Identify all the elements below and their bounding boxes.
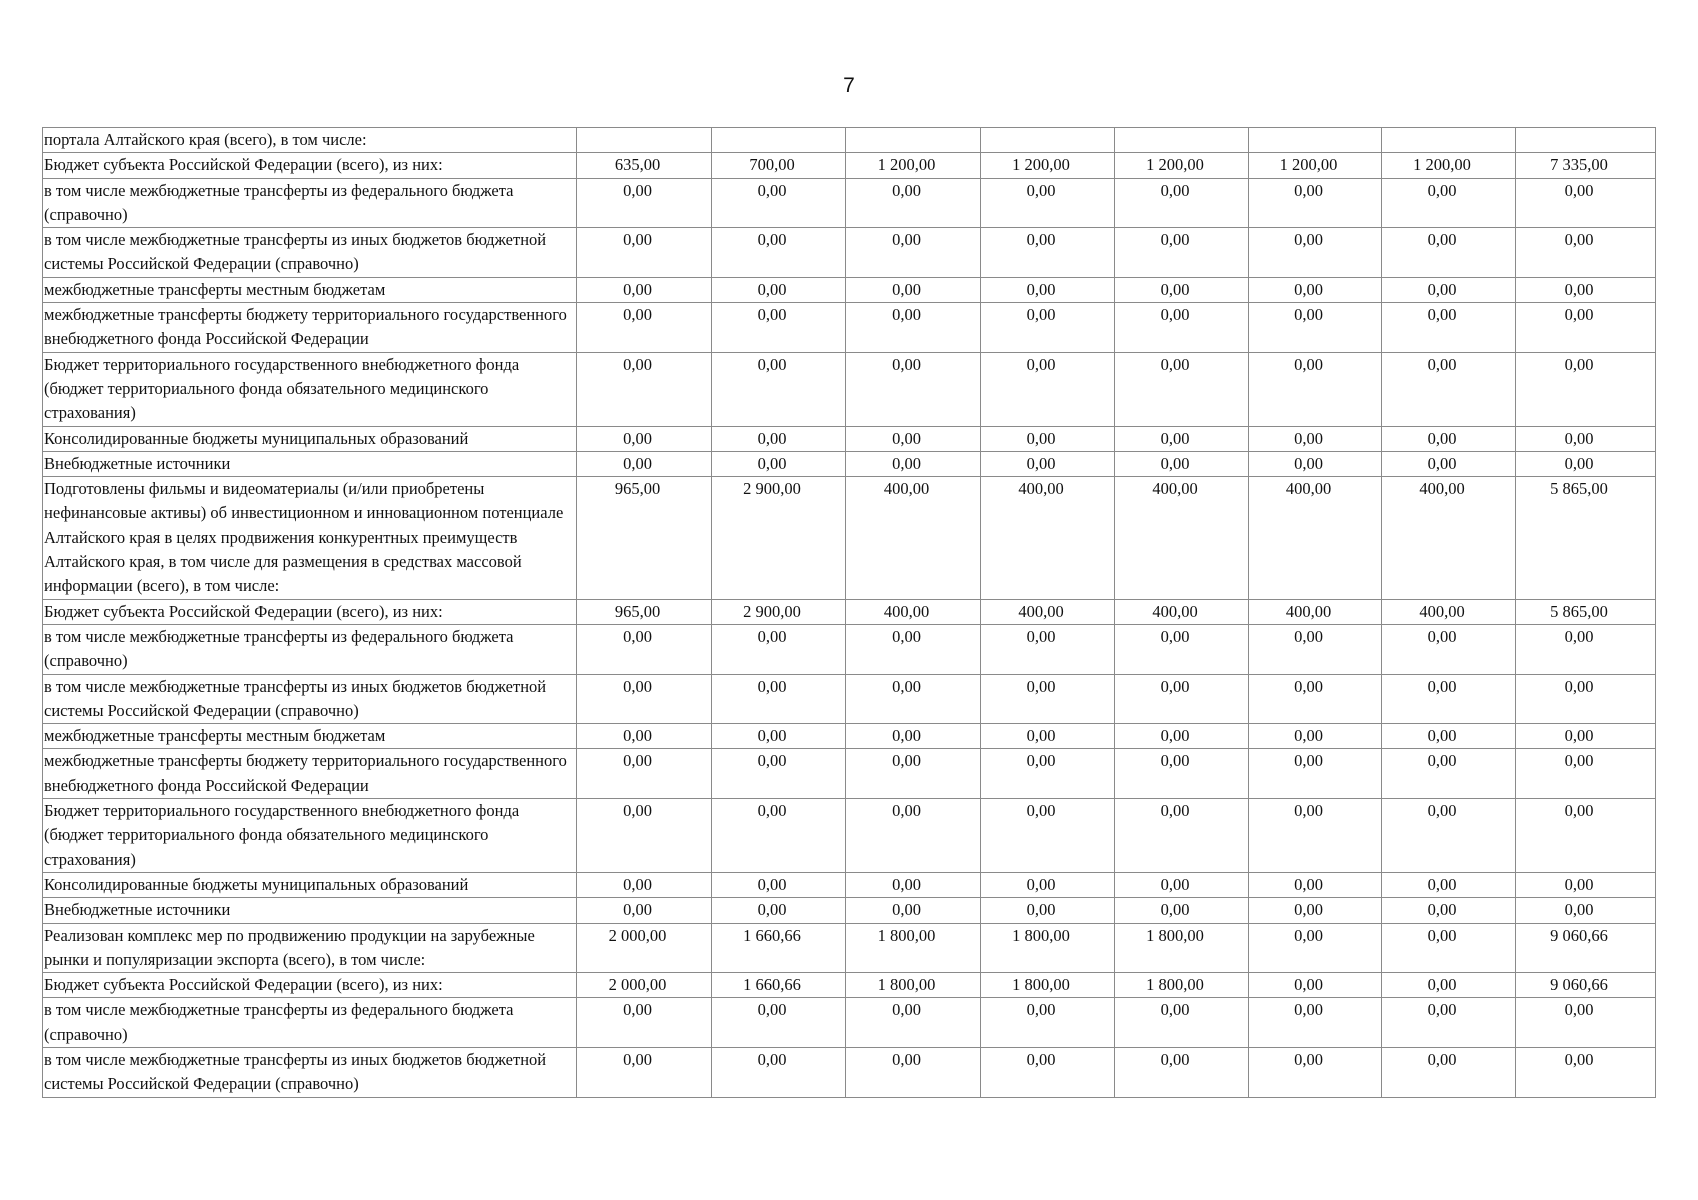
value-cell: 0,00 <box>577 872 712 897</box>
value-cell: 0,00 <box>981 624 1115 674</box>
table-row <box>43 724 1656 749</box>
value-cell: 0,00 <box>1249 674 1382 724</box>
value-cell: 0,00 <box>577 426 712 451</box>
row-label: Внебюджетные источники <box>43 451 577 476</box>
value-cell: 400,00 <box>981 599 1115 624</box>
value-cell: 0,00 <box>846 352 981 426</box>
value-cell <box>1249 128 1382 153</box>
value-cell: 0,00 <box>1115 178 1249 228</box>
value-cell: 0,00 <box>1249 923 1382 973</box>
value-cell: 1 800,00 <box>846 973 981 998</box>
value-cell: 0,00 <box>1115 1047 1249 1097</box>
value-cell: 0,00 <box>1516 277 1656 302</box>
value-cell: 2 000,00 <box>577 973 712 998</box>
value-cell: 7 335,00 <box>1516 153 1656 178</box>
row-label: Подготовлены фильмы и видеоматериалы (и/или приобретены нефинансовые активы) об инвестиционном и инновационном потенциале Алтайского края в целях продвижения конкурентных преимуществ Алтайского края, в том числе для размещения в средствах массовой информации (всего), в том числе: <box>43 477 577 599</box>
value-cell: 0,00 <box>1516 426 1656 451</box>
value-cell: 0,00 <box>1249 799 1382 873</box>
row-label: Консолидированные бюджеты муниципальных образований <box>43 426 577 451</box>
value-cell: 0,00 <box>1382 277 1516 302</box>
value-cell: 0,00 <box>577 674 712 724</box>
value-cell: 0,00 <box>712 724 846 749</box>
table-row <box>43 923 1656 973</box>
value-cell: 0,00 <box>1249 872 1382 897</box>
value-cell: 400,00 <box>1382 477 1516 599</box>
table-row <box>43 898 1656 923</box>
row-label: в том числе межбюджетные трансферты из федерального бюджета (справочно) <box>43 624 577 674</box>
value-cell: 0,00 <box>1115 674 1249 724</box>
table-row <box>43 624 1656 674</box>
value-cell: 0,00 <box>1516 872 1656 897</box>
value-cell: 0,00 <box>981 277 1115 302</box>
value-cell: 0,00 <box>1516 178 1656 228</box>
value-cell: 0,00 <box>577 624 712 674</box>
value-cell: 0,00 <box>1382 998 1516 1048</box>
value-cell: 0,00 <box>1382 799 1516 873</box>
table-row <box>43 153 1656 178</box>
value-cell: 0,00 <box>1115 872 1249 897</box>
value-cell: 1 200,00 <box>1115 153 1249 178</box>
value-cell: 0,00 <box>981 898 1115 923</box>
row-label: Внебюджетные источники <box>43 898 577 923</box>
value-cell: 0,00 <box>1516 799 1656 873</box>
value-cell: 0,00 <box>1382 724 1516 749</box>
value-cell: 400,00 <box>1115 477 1249 599</box>
value-cell: 9 060,66 <box>1516 923 1656 973</box>
value-cell: 0,00 <box>1115 352 1249 426</box>
value-cell: 0,00 <box>1382 352 1516 426</box>
value-cell: 0,00 <box>1516 898 1656 923</box>
value-cell: 965,00 <box>577 599 712 624</box>
value-cell: 0,00 <box>712 799 846 873</box>
row-label: Бюджет субъекта Российской Федерации (всего), из них: <box>43 153 577 178</box>
value-cell: 0,00 <box>712 303 846 353</box>
value-cell: 0,00 <box>846 898 981 923</box>
table-row <box>43 973 1656 998</box>
value-cell: 0,00 <box>846 872 981 897</box>
value-cell: 0,00 <box>1516 749 1656 799</box>
table-row <box>43 872 1656 897</box>
value-cell: 0,00 <box>577 178 712 228</box>
value-cell: 0,00 <box>981 451 1115 476</box>
row-label: в том числе межбюджетные трансферты из федерального бюджета (справочно) <box>43 178 577 228</box>
value-cell: 0,00 <box>1516 451 1656 476</box>
value-cell: 0,00 <box>712 178 846 228</box>
table-row <box>43 749 1656 799</box>
value-cell: 0,00 <box>1249 998 1382 1048</box>
value-cell: 0,00 <box>712 872 846 897</box>
value-cell: 9 060,66 <box>1516 973 1656 998</box>
value-cell: 0,00 <box>981 303 1115 353</box>
value-cell: 0,00 <box>1382 872 1516 897</box>
value-cell: 0,00 <box>846 749 981 799</box>
value-cell: 0,00 <box>1115 724 1249 749</box>
value-cell: 0,00 <box>1516 352 1656 426</box>
value-cell: 0,00 <box>1382 1047 1516 1097</box>
value-cell: 0,00 <box>1249 1047 1382 1097</box>
table-row <box>43 1047 1656 1097</box>
value-cell: 0,00 <box>1516 1047 1656 1097</box>
table-row <box>43 352 1656 426</box>
value-cell: 0,00 <box>1382 674 1516 724</box>
table-row <box>43 799 1656 873</box>
value-cell: 0,00 <box>712 674 846 724</box>
table-row <box>43 477 1656 599</box>
value-cell: 2 000,00 <box>577 923 712 973</box>
value-cell: 0,00 <box>712 228 846 278</box>
value-cell: 0,00 <box>577 303 712 353</box>
value-cell: 0,00 <box>712 998 846 1048</box>
table-row <box>43 426 1656 451</box>
row-label: межбюджетные трансферты местным бюджетам <box>43 724 577 749</box>
value-cell: 0,00 <box>712 426 846 451</box>
value-cell: 1 200,00 <box>846 153 981 178</box>
value-cell: 0,00 <box>1249 724 1382 749</box>
value-cell: 0,00 <box>1382 749 1516 799</box>
value-cell: 0,00 <box>1516 724 1656 749</box>
value-cell: 400,00 <box>846 477 981 599</box>
value-cell: 0,00 <box>1516 303 1656 353</box>
value-cell: 0,00 <box>846 724 981 749</box>
value-cell: 0,00 <box>577 724 712 749</box>
value-cell: 0,00 <box>846 178 981 228</box>
row-label: в том числе межбюджетные трансферты из иных бюджетов бюджетной системы Российской Федерации (справочно) <box>43 228 577 278</box>
row-label: Бюджет территориального государственного внебюджетного фонда (бюджет территориального фонда обязательного медицинского страхования) <box>43 352 577 426</box>
value-cell: 400,00 <box>1382 599 1516 624</box>
value-cell: 1 800,00 <box>1115 973 1249 998</box>
value-cell: 0,00 <box>1249 451 1382 476</box>
value-cell: 0,00 <box>1249 898 1382 923</box>
value-cell: 1 660,66 <box>712 923 846 973</box>
value-cell: 0,00 <box>1249 178 1382 228</box>
value-cell: 0,00 <box>1115 228 1249 278</box>
value-cell: 0,00 <box>846 674 981 724</box>
value-cell: 0,00 <box>981 178 1115 228</box>
value-cell: 0,00 <box>577 898 712 923</box>
row-label: Бюджет субъекта Российской Федерации (всего), из них: <box>43 599 577 624</box>
value-cell: 0,00 <box>981 674 1115 724</box>
row-label: в том числе межбюджетные трансферты из иных бюджетов бюджетной системы Российской Федерации (справочно) <box>43 674 577 724</box>
value-cell: 0,00 <box>1249 426 1382 451</box>
table-row <box>43 599 1656 624</box>
value-cell: 0,00 <box>846 799 981 873</box>
value-cell: 0,00 <box>1115 426 1249 451</box>
value-cell <box>712 128 846 153</box>
value-cell: 0,00 <box>981 749 1115 799</box>
value-cell: 0,00 <box>846 451 981 476</box>
value-cell: 400,00 <box>981 477 1115 599</box>
value-cell: 1 200,00 <box>1382 153 1516 178</box>
row-label: межбюджетные трансферты бюджету территориального государственного внебюджетного фонда Российской Федерации <box>43 749 577 799</box>
value-cell: 0,00 <box>846 1047 981 1097</box>
table-row <box>43 277 1656 302</box>
value-cell: 0,00 <box>712 277 846 302</box>
value-cell: 0,00 <box>1249 352 1382 426</box>
table-row <box>43 998 1656 1048</box>
value-cell: 0,00 <box>1249 624 1382 674</box>
table-row <box>43 674 1656 724</box>
value-cell: 0,00 <box>577 277 712 302</box>
value-cell <box>846 128 981 153</box>
value-cell: 0,00 <box>712 898 846 923</box>
value-cell: 0,00 <box>712 749 846 799</box>
value-cell: 0,00 <box>577 749 712 799</box>
value-cell: 0,00 <box>712 451 846 476</box>
value-cell: 0,00 <box>577 799 712 873</box>
row-label: Реализован комплекс мер по продвижению продукции на зарубежные рынки и популяризации экспорта (всего), в том числе: <box>43 923 577 973</box>
table-row <box>43 228 1656 278</box>
value-cell: 700,00 <box>712 153 846 178</box>
value-cell: 0,00 <box>577 998 712 1048</box>
value-cell: 0,00 <box>712 624 846 674</box>
value-cell: 0,00 <box>981 799 1115 873</box>
row-label: межбюджетные трансферты местным бюджетам <box>43 277 577 302</box>
value-cell: 0,00 <box>1516 674 1656 724</box>
value-cell: 0,00 <box>846 277 981 302</box>
value-cell: 0,00 <box>1115 799 1249 873</box>
value-cell: 0,00 <box>1115 451 1249 476</box>
value-cell: 0,00 <box>1382 178 1516 228</box>
table-row <box>43 451 1656 476</box>
value-cell: 0,00 <box>1382 898 1516 923</box>
table-row <box>43 178 1656 228</box>
value-cell: 2 900,00 <box>712 477 846 599</box>
value-cell: 0,00 <box>1516 228 1656 278</box>
value-cell: 0,00 <box>846 228 981 278</box>
value-cell: 0,00 <box>981 352 1115 426</box>
value-cell: 0,00 <box>846 998 981 1048</box>
value-cell: 0,00 <box>577 228 712 278</box>
value-cell: 0,00 <box>846 624 981 674</box>
value-cell: 0,00 <box>981 1047 1115 1097</box>
table-body <box>43 128 1656 1098</box>
value-cell: 400,00 <box>1115 599 1249 624</box>
value-cell: 0,00 <box>1115 277 1249 302</box>
row-label: Бюджет субъекта Российской Федерации (всего), из них: <box>43 973 577 998</box>
value-cell: 0,00 <box>712 1047 846 1097</box>
table-row <box>43 303 1656 353</box>
value-cell: 0,00 <box>1382 228 1516 278</box>
value-cell: 965,00 <box>577 477 712 599</box>
row-label: в том числе межбюджетные трансферты из федерального бюджета (справочно) <box>43 998 577 1048</box>
value-cell: 0,00 <box>1382 973 1516 998</box>
value-cell: 400,00 <box>1249 599 1382 624</box>
value-cell: 0,00 <box>577 1047 712 1097</box>
value-cell: 0,00 <box>1115 303 1249 353</box>
page-number: 7 <box>843 74 855 97</box>
value-cell <box>1382 128 1516 153</box>
value-cell: 400,00 <box>846 599 981 624</box>
value-cell: 0,00 <box>981 228 1115 278</box>
budget-table <box>42 127 1656 1098</box>
value-cell: 0,00 <box>1115 624 1249 674</box>
value-cell: 0,00 <box>981 426 1115 451</box>
value-cell: 1 800,00 <box>981 973 1115 998</box>
value-cell: 5 865,00 <box>1516 477 1656 599</box>
value-cell: 0,00 <box>712 352 846 426</box>
value-cell: 2 900,00 <box>712 599 846 624</box>
value-cell <box>1516 128 1656 153</box>
value-cell: 0,00 <box>1382 624 1516 674</box>
value-cell <box>1115 128 1249 153</box>
value-cell: 5 865,00 <box>1516 599 1656 624</box>
value-cell: 0,00 <box>846 303 981 353</box>
value-cell: 0,00 <box>1115 998 1249 1048</box>
value-cell: 0,00 <box>846 426 981 451</box>
table-row <box>43 128 1656 153</box>
value-cell: 0,00 <box>1115 749 1249 799</box>
value-cell: 0,00 <box>1249 228 1382 278</box>
value-cell: 0,00 <box>981 998 1115 1048</box>
row-label: Консолидированные бюджеты муниципальных образований <box>43 872 577 897</box>
value-cell: 1 800,00 <box>981 923 1115 973</box>
value-cell: 1 200,00 <box>1249 153 1382 178</box>
value-cell: 0,00 <box>1382 451 1516 476</box>
value-cell: 0,00 <box>981 872 1115 897</box>
value-cell: 1 800,00 <box>1115 923 1249 973</box>
value-cell: 1 800,00 <box>846 923 981 973</box>
value-cell: 1 660,66 <box>712 973 846 998</box>
value-cell: 0,00 <box>1249 303 1382 353</box>
row-label: Бюджет территориального государственного внебюджетного фонда (бюджет территориального фонда обязательного медицинского страхования) <box>43 799 577 873</box>
value-cell: 0,00 <box>1249 277 1382 302</box>
value-cell <box>577 128 712 153</box>
value-cell: 0,00 <box>1115 898 1249 923</box>
value-cell: 0,00 <box>1382 303 1516 353</box>
row-label: межбюджетные трансферты бюджету территориального государственного внебюджетного фонда Российской Федерации <box>43 303 577 353</box>
value-cell: 400,00 <box>1249 477 1382 599</box>
value-cell: 0,00 <box>577 451 712 476</box>
value-cell: 0,00 <box>1382 426 1516 451</box>
value-cell <box>981 128 1115 153</box>
value-cell: 635,00 <box>577 153 712 178</box>
value-cell: 0,00 <box>1249 973 1382 998</box>
value-cell: 0,00 <box>1382 923 1516 973</box>
row-label: портала Алтайского края (всего), в том числе: <box>43 128 577 153</box>
value-cell: 1 200,00 <box>981 153 1115 178</box>
value-cell: 0,00 <box>1249 749 1382 799</box>
value-cell: 0,00 <box>1516 624 1656 674</box>
value-cell: 0,00 <box>981 724 1115 749</box>
row-label: в том числе межбюджетные трансферты из иных бюджетов бюджетной системы Российской Федерации (справочно) <box>43 1047 577 1097</box>
value-cell: 0,00 <box>577 352 712 426</box>
value-cell: 0,00 <box>1516 998 1656 1048</box>
